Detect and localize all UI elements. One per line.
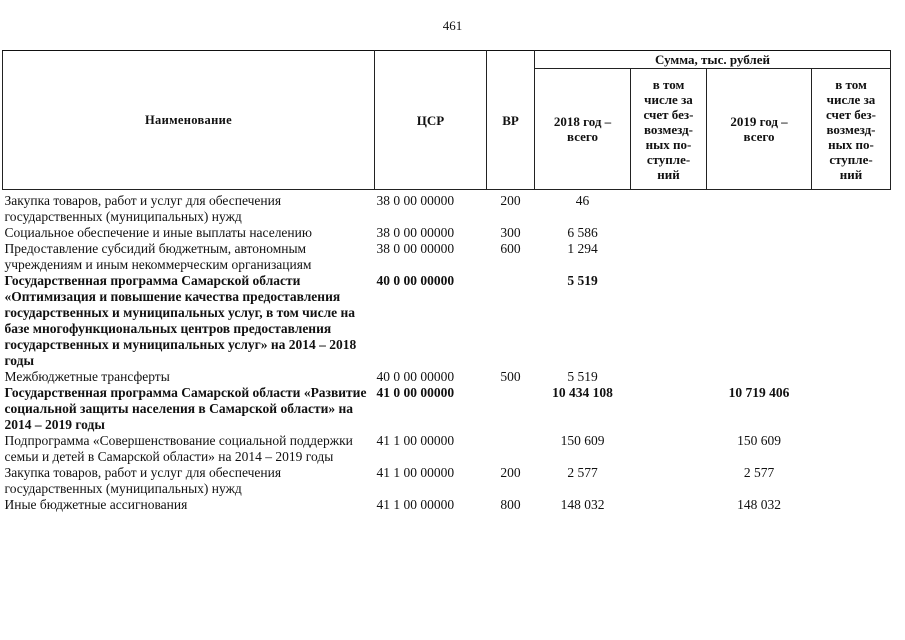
row-csr: 40 0 00 00000 bbox=[376, 369, 455, 384]
row-2019-total: 148 032 bbox=[737, 497, 781, 512]
row-vr: 300 bbox=[500, 225, 521, 240]
header-2019-incl: в том числе за счет без-возмезд-ных по-ступле-ний bbox=[812, 69, 891, 190]
row-2019-total bbox=[707, 241, 812, 273]
row-2019-total bbox=[707, 369, 812, 385]
row-vr: 800 bbox=[500, 497, 521, 512]
row-name: Иные бюджетные ассигнования bbox=[4, 497, 188, 512]
header-2019-total: 2019 год – всего bbox=[707, 69, 812, 190]
row-2019-total bbox=[707, 190, 812, 226]
row-name: Социальное обеспечение и иные выплаты населению bbox=[4, 225, 312, 240]
table-row bbox=[3, 273, 891, 369]
header-csr: ЦСР bbox=[375, 51, 487, 190]
row-2018-incl bbox=[631, 465, 707, 497]
row-vr bbox=[487, 385, 535, 433]
row-2019-incl bbox=[812, 241, 891, 273]
row-name: Закупка товаров, работ и услуг для обеспечения государственных (муниципальных) нужд bbox=[4, 193, 282, 224]
row-2018-total: 5 519 bbox=[567, 273, 598, 288]
row-2019-total bbox=[707, 273, 812, 369]
table-row bbox=[3, 241, 891, 273]
row-vr: 200 bbox=[500, 193, 521, 208]
row-2018-total: 10 434 108 bbox=[552, 385, 613, 400]
row-2019-total: 2 577 bbox=[743, 465, 775, 480]
row-2019-incl bbox=[812, 465, 891, 497]
table-row bbox=[3, 497, 891, 513]
row-2018-incl bbox=[631, 273, 707, 369]
header-2018-incl: в том числе за счет без-возмезд-ных по-ступле-ний bbox=[631, 69, 707, 190]
row-csr: 41 1 00 00000 bbox=[376, 497, 455, 512]
row-csr: 40 0 00 00000 bbox=[376, 273, 455, 288]
row-2018-total: 150 609 bbox=[560, 433, 605, 448]
table-row bbox=[3, 433, 891, 465]
row-2018-total: 148 032 bbox=[560, 497, 605, 512]
table-row bbox=[3, 369, 891, 385]
row-csr: 38 0 00 00000 bbox=[376, 225, 455, 240]
header-name: Наименование bbox=[3, 51, 375, 190]
row-csr: 38 0 00 00000 bbox=[376, 241, 455, 256]
row-2018-total: 1 294 bbox=[567, 241, 598, 256]
row-2019-incl bbox=[812, 369, 891, 385]
row-2019-incl bbox=[812, 433, 891, 465]
header-vr: ВР bbox=[487, 51, 535, 190]
row-csr: 41 0 00 00000 bbox=[376, 385, 455, 400]
row-vr: 200 bbox=[500, 465, 521, 480]
row-2018-total: 46 bbox=[575, 193, 590, 208]
row-csr: 38 0 00 00000 bbox=[376, 193, 455, 208]
row-name: Закупка товаров, работ и услуг для обеспечения государственных (муниципальных) нужд bbox=[4, 465, 282, 496]
row-name: Подпрограмма «Совершенствование социальной поддержки семьи и детей в Самарской области» на 2014 – 2019 годы bbox=[4, 433, 353, 464]
page-number: 461 bbox=[442, 18, 463, 33]
table-row bbox=[3, 190, 891, 226]
table-header bbox=[3, 51, 891, 190]
row-2019-incl bbox=[812, 385, 891, 433]
row-2019-incl bbox=[812, 190, 891, 226]
row-2018-incl bbox=[631, 241, 707, 273]
row-csr: 41 1 00 00000 bbox=[376, 465, 455, 480]
header-2018-total: 2018 год – всего bbox=[535, 69, 631, 190]
row-2018-total: 6 586 bbox=[567, 225, 598, 240]
row-2019-total bbox=[707, 225, 812, 241]
row-2018-incl bbox=[631, 369, 707, 385]
table-row bbox=[3, 225, 891, 241]
row-vr: 600 bbox=[500, 241, 521, 256]
row-csr: 41 1 00 00000 bbox=[376, 433, 455, 448]
row-2018-incl bbox=[631, 385, 707, 433]
table-body bbox=[3, 190, 891, 514]
row-2019-incl bbox=[812, 497, 891, 513]
row-2019-incl bbox=[812, 225, 891, 241]
row-vr: 500 bbox=[500, 369, 521, 384]
row-2018-incl bbox=[631, 433, 707, 465]
row-2019-total: 150 609 bbox=[737, 433, 781, 448]
header-sum: Сумма, тыс. рублей bbox=[535, 51, 891, 69]
row-2018-incl bbox=[631, 190, 707, 226]
row-vr bbox=[487, 433, 535, 465]
budget-table bbox=[2, 50, 891, 513]
row-2019-total: 10 719 406 bbox=[728, 385, 790, 400]
row-2018-total: 5 519 bbox=[567, 369, 598, 384]
row-2018-incl bbox=[631, 225, 707, 241]
row-2018-total: 2 577 bbox=[567, 465, 598, 480]
row-2018-incl bbox=[631, 497, 707, 513]
row-name: Предоставление субсидий бюджетным, автономным учреждениям и иным некоммерческим организациям bbox=[4, 241, 312, 272]
row-vr bbox=[487, 273, 535, 369]
row-name: Государственная программа Самарской области «Оптимизация и повышение качества предоставления государственных и муниципальных услуг, в том числе на базе многофункциональных центров предоставления государственных и муниципальных услуг» на 2014 – 2018 годы bbox=[4, 273, 357, 368]
row-2019-incl bbox=[812, 273, 891, 369]
table-row bbox=[3, 385, 891, 433]
table-row bbox=[3, 465, 891, 497]
row-name: Государственная программа Самарской области «Развитие социальной защиты населения в Самарской области» на 2014 – 2019 годы bbox=[4, 385, 367, 432]
row-name: Межбюджетные трансферты bbox=[4, 369, 170, 384]
